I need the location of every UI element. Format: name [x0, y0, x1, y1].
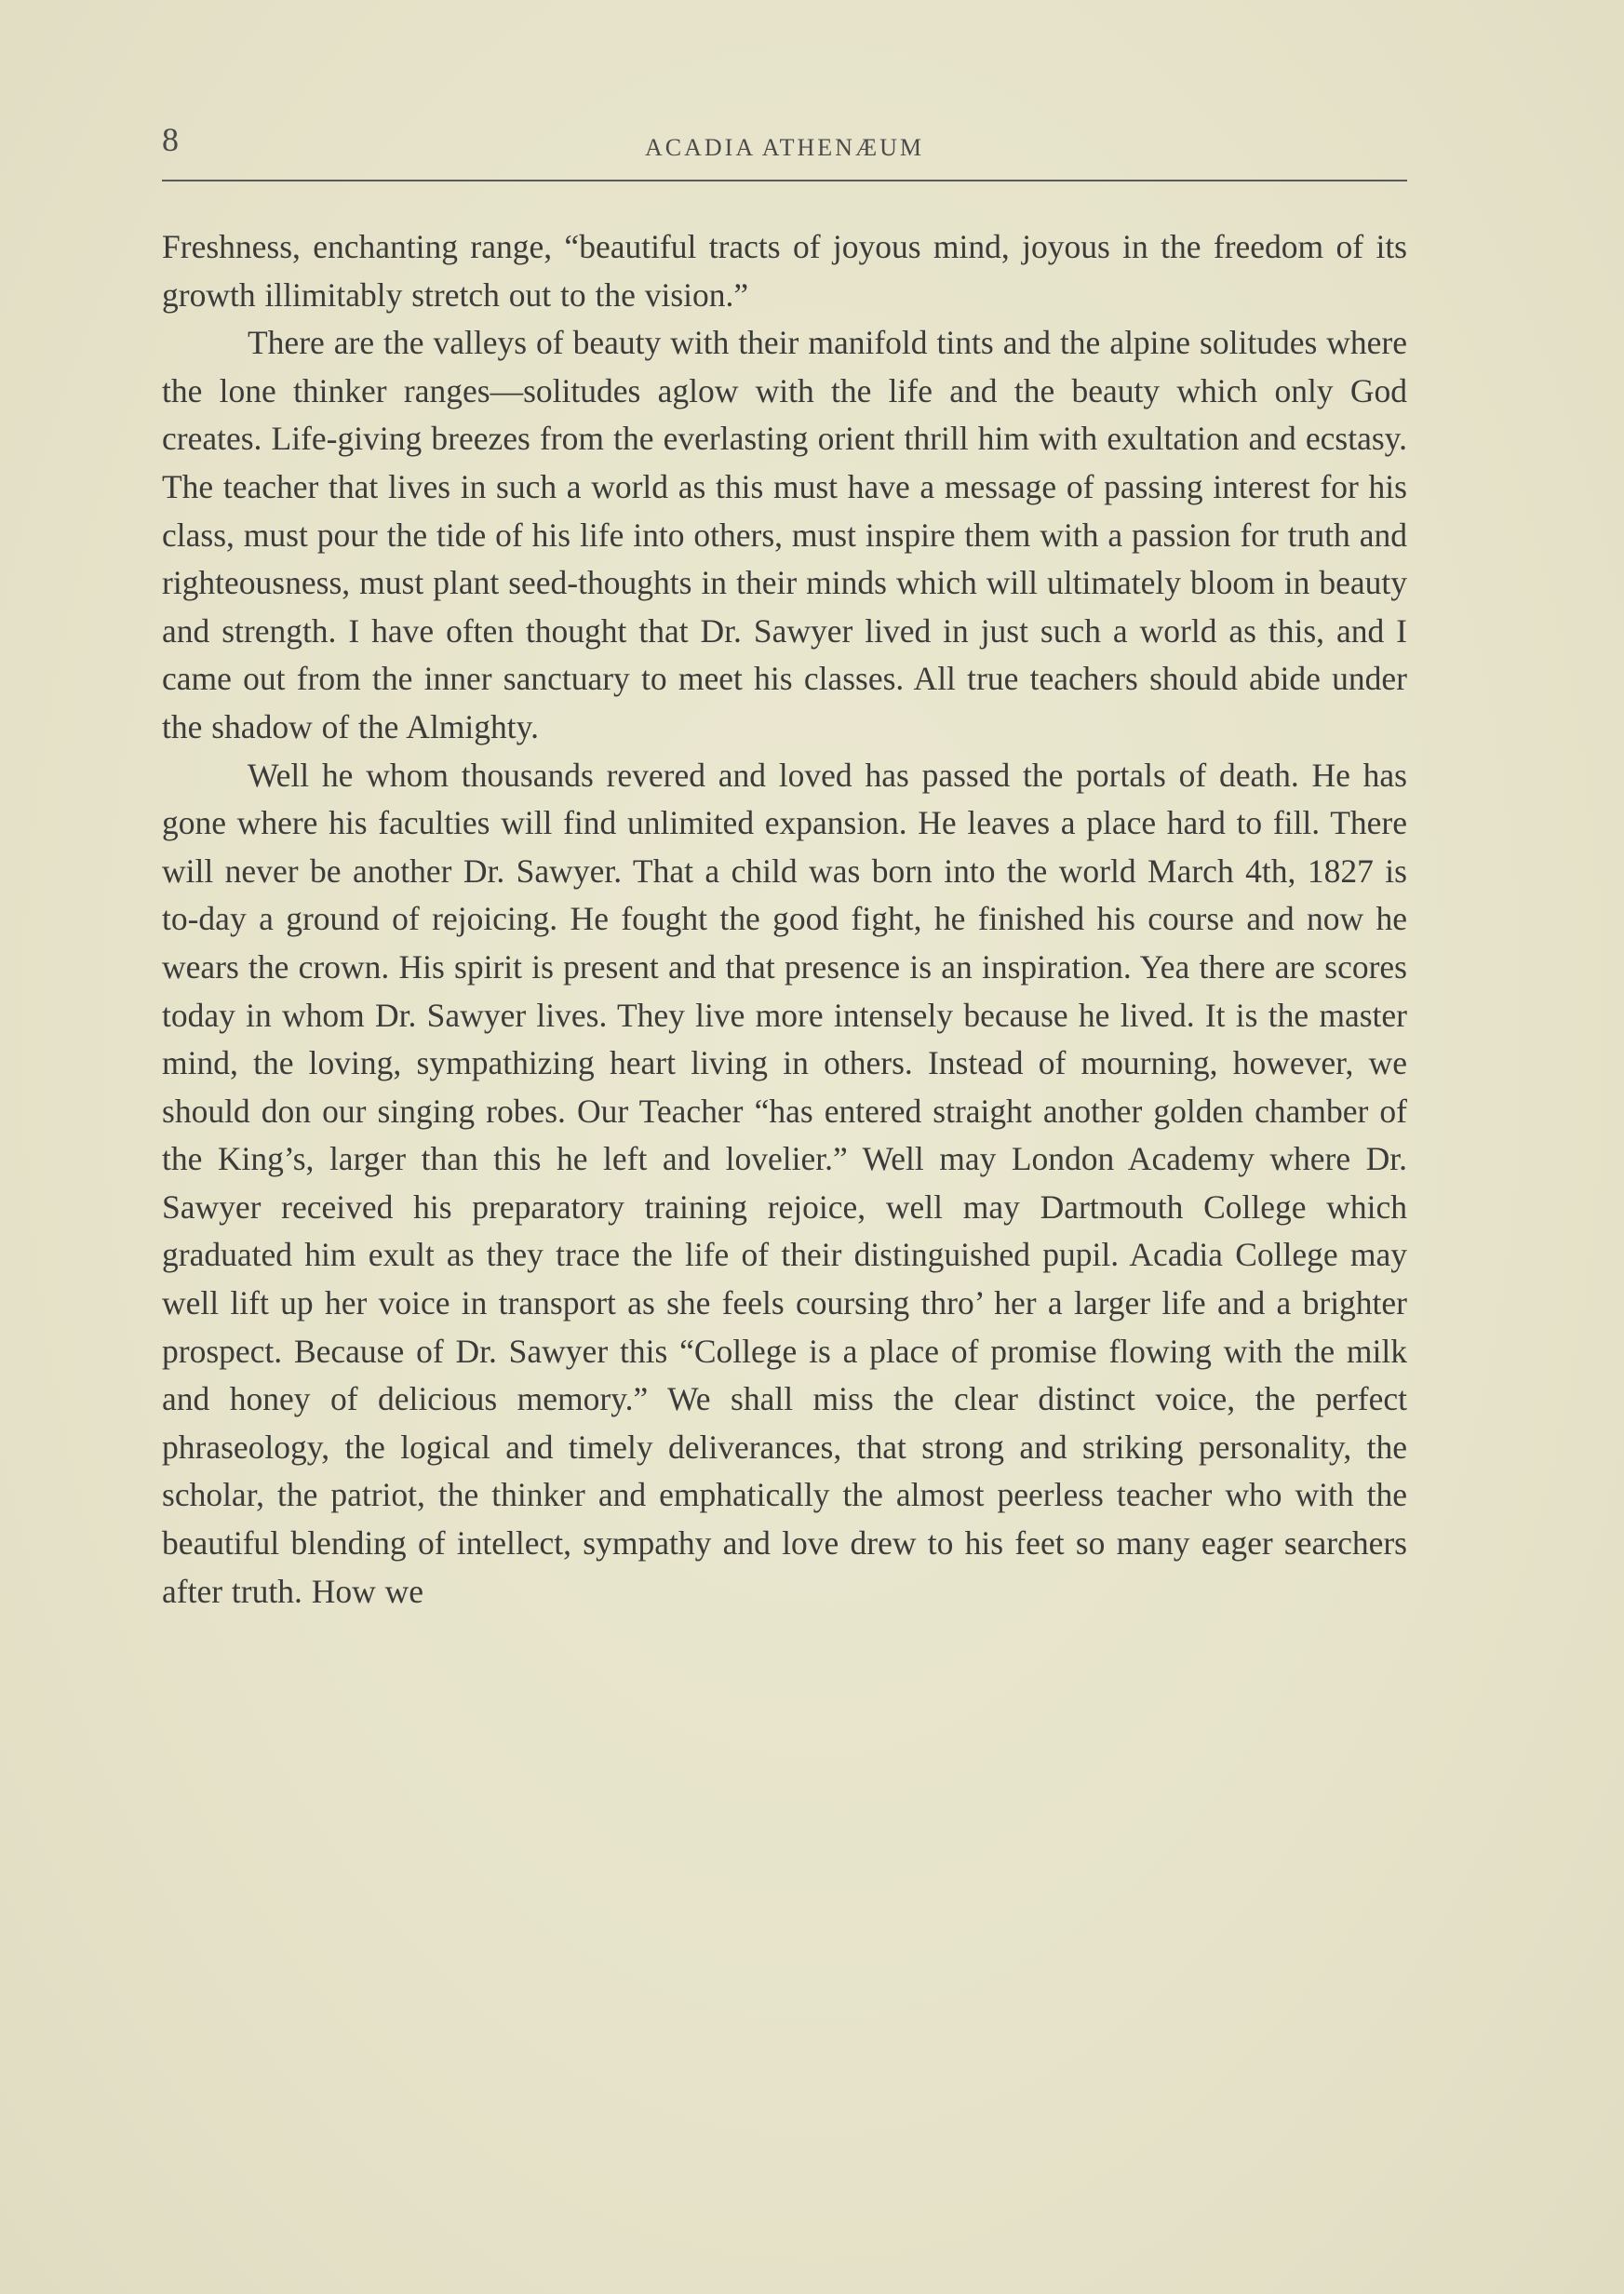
page-number: 8 — [162, 121, 179, 158]
paragraph-valleys: There are the valleys of beauty with their manifold tints and the alpine solitudes where the lone thinker ranges—solitudes aglow with the life and the beauty which only God creates. Life-giving breezes from the everlasting orient thrill him with exultation and ecstasy. The teacher that lives in such a world as this must have a message of passing interest for his class, must pour the tide of his life into others, must inspire them with a passion for truth and righteousness, must plant seed-thoughts in their minds which will ultimately bloom in beauty and strength. I have often thought that Dr. Sawyer lived in just such a world as this, and I came out from the inner sanctuary to meet his classes. All true teachers should abide under the shadow of the Almighty. — [162, 324, 1407, 745]
paragraph-well-he: Well he whom thousands revered and loved has passed the portals of death. He has gone where his faculties will find unlimited expansion. He leaves a place hard to fill. There will never be another Dr. Sawyer. That a child was born into the world March 4th, 1827 is to-day a ground of rejoicing. He fought the good fight, he finished his course and now he wears the crown. His spirit is present and that presence is an inspiration. Yea there are scores today in whom Dr. Sawyer lives. They live more intensely because he lived. It is the master mind, the loving, sympathizing heart living in others. Instead of mourning, however, we should don our singing robes. Our Teacher “has entered straight another golden chamber of the King’s, larger than this he left and lovelier.” Well may London Academy where Dr. Sawyer received his preparatory training rejoice, well may Dartmouth College which graduated him exult as they trace the life of their distinguished pupil. Acadia College may well lift up her voice in transport as she feels coursing thro’ her a larger life and a brighter prospect. Because of Dr. Sawyer this “College is a place of promise flowing with the milk and honey of delicious memory.” We shall miss the clear distinct voice, the perfect phraseology, the logical and timely deliverances, that strong and striking personality, the scholar, the patriot, the thinker and emphatically the almost peerless teacher who with the beautiful blending of intellect, sympathy and love drew to his feet so many eager searchers after truth. How we — [162, 756, 1407, 1610]
running-head: ACADIA ATHENÆUM — [645, 134, 924, 161]
paragraph-continuation: Freshness, enchanting range, “beautiful tracts of joyous mind, joyous in the freedom of its growth illimitably stretch out to the vision.” — [162, 228, 1407, 314]
body-text — [162, 223, 1407, 1616]
header-rule — [162, 180, 1407, 181]
page-header — [162, 119, 1407, 175]
